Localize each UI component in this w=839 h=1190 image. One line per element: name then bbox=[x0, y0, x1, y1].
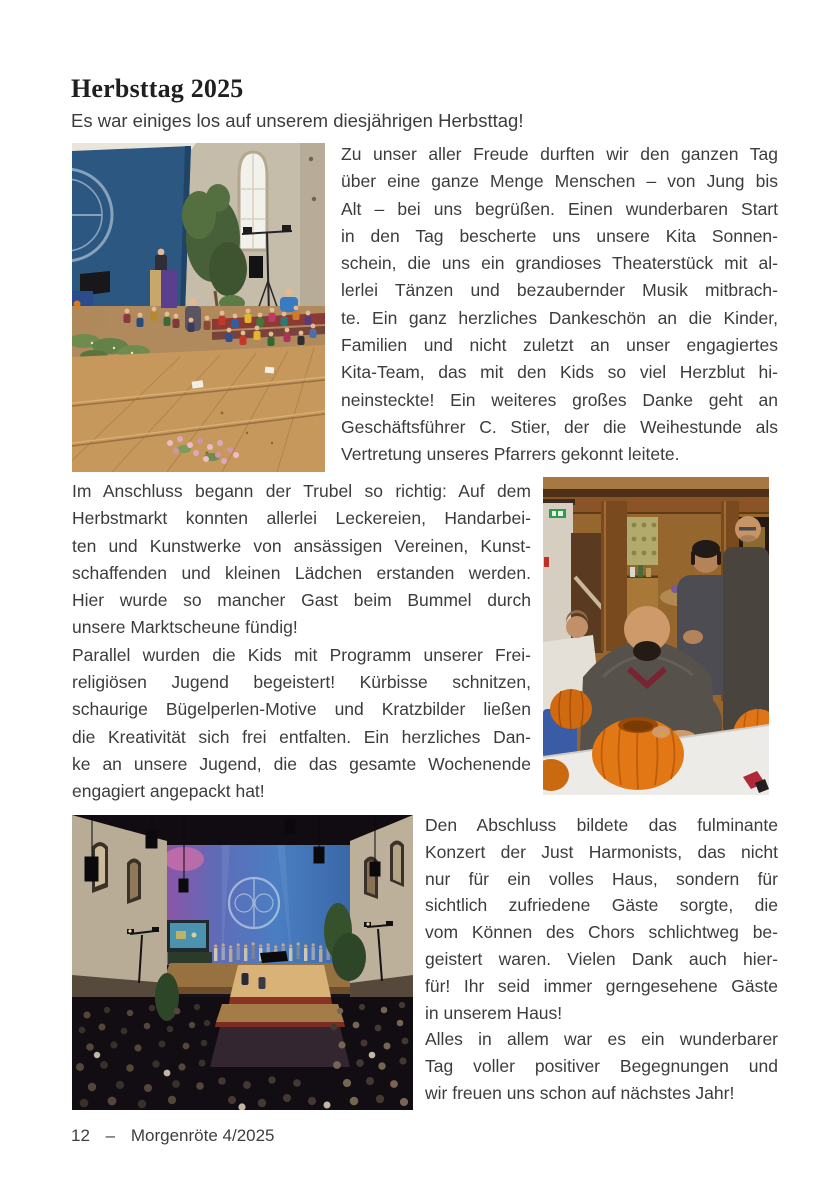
text-line: Kita-Team, das mit den Kids so viel Herzblut hi- bbox=[341, 362, 778, 383]
text-line: Alt – bei uns begrüßen. Einen wunderbaren Start bbox=[341, 198, 778, 219]
article-column-middle bbox=[72, 478, 531, 806]
text-line: vom Können des Chors schlichtweg be- bbox=[425, 922, 778, 943]
text-line: ten und Kunstwerke von ansässigen Vereinen, Kunst- bbox=[72, 535, 531, 556]
photo-church-service bbox=[72, 143, 325, 472]
text-line: Parallel wurden die Kids mit Programm unserer Frei- bbox=[72, 644, 531, 665]
text-line: schaffenden und kleinen Lädchen erstanden werden. bbox=[72, 562, 531, 583]
photo-pumpkin-carving bbox=[543, 477, 769, 795]
text-line: Konzert der Just Harmonists, das nicht bbox=[425, 841, 778, 862]
page-footer bbox=[71, 1126, 275, 1146]
text-line: über eine ganze Menge Menschen – von Jung bis bbox=[341, 171, 778, 192]
text-line: Zu unser aller Freude durften wir den ganzen Tag bbox=[341, 144, 778, 164]
issue-label: Morgenröte 4/2025 bbox=[130, 1126, 275, 1145]
text-line: sichtlich zufriedene Gäste sorgte, die bbox=[425, 895, 778, 916]
footer-separator: – bbox=[105, 1126, 116, 1145]
paragraph-fazit bbox=[425, 1026, 778, 1106]
text-line: engagiert angepackt hat! bbox=[72, 781, 265, 802]
article-column-1 bbox=[341, 141, 778, 469]
text-line: in den Tag bescherte uns unsere Kita Sonnen- bbox=[341, 225, 778, 246]
text-line: Geschäftsführer C. Stier, der die Weihestunde als bbox=[341, 416, 778, 437]
page-title: Herbsttag 2025 bbox=[71, 74, 244, 103]
text-line: schaurige Bügelperlen-Motive und Kratzbilder ließen bbox=[72, 699, 531, 720]
text-line: nur für ein volles Haus, sondern für bbox=[425, 868, 778, 889]
text-line: die Kreativität sich frei entfalten. Ein herzliches Dan- bbox=[72, 726, 531, 747]
paragraph-herbstmarkt bbox=[72, 478, 531, 642]
text-line: Den Abschluss bildete das fulminante bbox=[425, 815, 778, 835]
text-line: ke an unsere Jugend, die das gesamte Wochenende bbox=[72, 753, 531, 774]
intro-text: Es war einiges los auf unserem diesjährigen Herbsttag! bbox=[71, 110, 524, 131]
text-line: neinsteckte! Ein weiteres großes Danke geht an bbox=[341, 389, 778, 410]
text-line: schein, die uns ein grandioses Theaterstück mit al- bbox=[341, 253, 778, 274]
article-column-2 bbox=[425, 812, 778, 1107]
text-line: Alles in allem war es ein wunderbarer bbox=[425, 1029, 778, 1050]
photo-pumpkin-carving-illustration bbox=[543, 477, 769, 795]
text-line: geistert waren. Vielen Dank auch hier- bbox=[425, 948, 778, 969]
text-line: religiösen Jugend begeistert! Kürbisse schnitzen, bbox=[72, 672, 531, 693]
text-line: Im Anschluss begann der Trubel so richtig: Auf dem bbox=[72, 481, 531, 501]
text-line: Herbstmarkt konnten allerlei Leckereien, Handarbei- bbox=[72, 508, 531, 529]
text-line: wir freuen uns schon auf nächstes Jahr! bbox=[425, 1082, 735, 1103]
photo-concert-hall-illustration bbox=[72, 815, 413, 1110]
paragraph-konzert bbox=[425, 812, 778, 1026]
text-line: lerlei Tänzen und bezaubernder Musik mitbrach- bbox=[341, 280, 778, 301]
text-line: te. Ein ganz herzliches Dankeschön an die Kinder, bbox=[341, 307, 778, 328]
text-line: unsere Marktscheune fündig! bbox=[72, 617, 298, 638]
photo-church-service-illustration bbox=[72, 143, 325, 472]
text-line: in unserem Haus! bbox=[425, 1002, 563, 1023]
text-line: für! Ihr seid immer gerngesehene Gäste bbox=[425, 975, 778, 996]
page-number: 12 bbox=[71, 1126, 90, 1145]
text-line: Hier wurde so mancher Gast beim Bummel durch bbox=[72, 590, 531, 611]
text-line: Vertretung unseres Pfarrers gekonnt leitete. bbox=[341, 444, 680, 465]
paragraph-kids-programm bbox=[72, 642, 531, 806]
photo-concert-hall bbox=[72, 815, 413, 1110]
text-line: Tag voller positiver Begegnungen und bbox=[425, 1056, 778, 1077]
text-line: Familien und nicht zuletzt an unser engagiertes bbox=[341, 335, 778, 356]
